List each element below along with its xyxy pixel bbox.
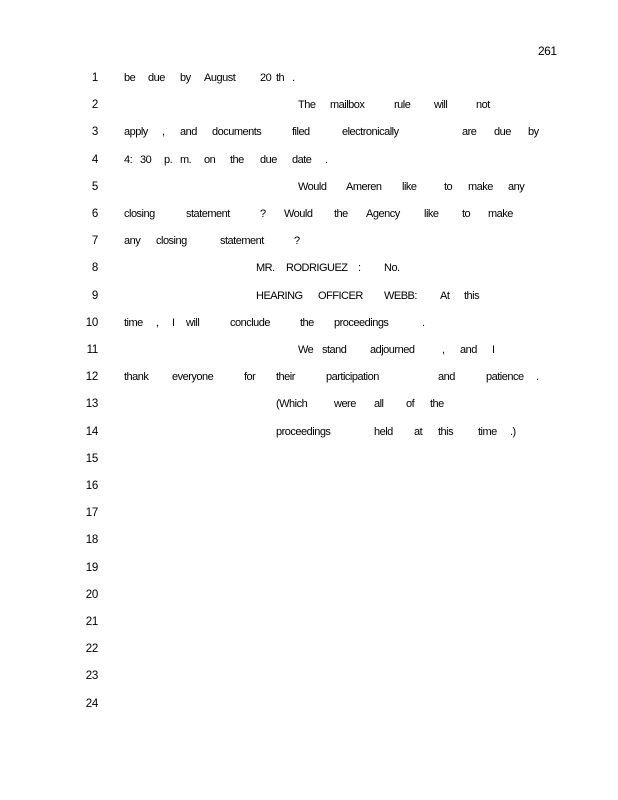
transcript-word: for (244, 371, 256, 384)
transcript-word: August (204, 72, 236, 84)
line-number: 1 (91, 72, 98, 84)
line-number: 12 (85, 371, 98, 384)
transcript-word: the (230, 153, 244, 166)
transcript-word: by (180, 72, 191, 84)
transcript-word: . (325, 153, 328, 166)
transcript-word: adjourned (370, 344, 415, 356)
line-number: 13 (85, 398, 98, 411)
transcript-word: are (462, 126, 477, 139)
transcript-word: OFFICER (318, 289, 363, 302)
transcript-word: statement (186, 208, 230, 220)
transcript-word: . (292, 72, 295, 84)
transcript-word: the (430, 398, 444, 411)
transcript-word: the (300, 316, 314, 329)
transcript-word: HEARING (256, 289, 303, 302)
line-number: 9 (91, 289, 98, 302)
transcript-word: (Which (276, 398, 308, 411)
transcript-word: were (334, 398, 356, 411)
transcript-word: filed (292, 126, 310, 139)
transcript-word: WEBB: (384, 289, 417, 302)
transcript-word: held (374, 425, 393, 438)
transcript-word: will (186, 316, 200, 329)
transcript-word: , (162, 126, 165, 139)
line-number: 10 (85, 316, 98, 329)
transcript-word: everyone (172, 371, 214, 384)
transcript-word: closing (124, 208, 155, 220)
line-number: 8 (91, 262, 98, 275)
transcript-word: closing (156, 235, 187, 248)
transcript-word: p. (164, 153, 173, 166)
line-number: 5 (91, 180, 98, 193)
transcript-word: like (402, 180, 417, 193)
line-number: 6 (91, 208, 98, 220)
transcript-word: to (444, 180, 453, 193)
transcript-word: and (460, 344, 477, 356)
transcript-word: will (434, 99, 448, 112)
transcript-word: I (492, 344, 495, 356)
transcript-word: all (374, 398, 384, 411)
transcript-word: due (494, 126, 511, 139)
page-number: 261 (538, 44, 557, 58)
transcript-word: MR. (256, 262, 275, 275)
transcript-word: .) (510, 425, 516, 438)
transcript-word: . (422, 316, 425, 329)
transcript-word: due (260, 153, 277, 166)
transcript-word: , (442, 344, 445, 356)
transcript-word: rule (394, 99, 411, 112)
transcript-word: stand (322, 344, 347, 356)
transcript-word: 4: (124, 153, 133, 166)
transcript-word: 20 (260, 72, 272, 84)
line-number: 23 (85, 670, 98, 683)
line-number: 24 (85, 697, 98, 710)
transcript-word: I (172, 316, 175, 329)
line-number: 21 (85, 616, 98, 628)
line-number: 11 (86, 344, 98, 356)
line-number: 20 (85, 588, 98, 601)
transcript-word: electronically (342, 126, 399, 139)
transcript-word: make (488, 208, 513, 220)
transcript-word: be (124, 72, 136, 84)
transcript-word: due (148, 72, 165, 84)
line-number: 3 (91, 126, 98, 139)
transcript-word: statement (220, 235, 264, 248)
transcript-word: time (124, 316, 143, 329)
transcript-word: mailbox (330, 99, 365, 112)
transcript-word: and (180, 126, 197, 139)
line-number: 17 (85, 507, 98, 520)
transcript-word: patience (486, 371, 524, 384)
line-number: 19 (85, 561, 98, 574)
transcript-word: any (124, 235, 141, 248)
transcript-word: this (464, 289, 480, 302)
transcript-word: the (334, 208, 348, 220)
transcript-word: apply (124, 126, 148, 139)
transcript-word: proceedings (334, 316, 389, 329)
transcript-word: by (528, 126, 539, 139)
transcript-word: th (276, 72, 285, 84)
transcript-word: ? (294, 235, 300, 248)
transcript-word: documents (212, 126, 262, 139)
transcript-word: date (292, 153, 312, 166)
line-number: 4 (91, 153, 98, 166)
line-number: 22 (85, 643, 98, 656)
transcript-word: make (468, 180, 493, 193)
transcript-word: this (438, 425, 454, 438)
transcript-word: conclude (230, 316, 271, 329)
line-number: 15 (85, 452, 98, 465)
transcript-word: not (476, 99, 490, 112)
transcript-word: participation (326, 371, 379, 384)
transcript-word: thank (124, 371, 149, 384)
transcript-word: 30 (140, 153, 152, 166)
transcript-word: We (298, 344, 314, 356)
transcript-word: Agency (366, 208, 400, 220)
transcript-word: , (156, 316, 159, 329)
line-number: 18 (85, 534, 98, 547)
line-number: 16 (85, 480, 98, 492)
transcript-word: At (440, 289, 450, 302)
transcript-word: on (204, 153, 216, 166)
transcript-word: The (298, 99, 316, 112)
transcript-word: . (536, 371, 539, 384)
transcript-word: and (438, 371, 455, 384)
transcript-word: Would (284, 208, 313, 220)
transcript-word: proceedings (276, 425, 331, 438)
transcript-word: at (414, 425, 423, 438)
transcript-word: Would (298, 180, 327, 193)
transcript-word: m. (180, 153, 192, 166)
transcript-word: RODRIGUEZ (286, 262, 348, 275)
transcript-word: like (424, 208, 439, 220)
transcript-word: of (406, 398, 415, 411)
line-number: 7 (91, 235, 98, 248)
line-number: 14 (85, 425, 98, 438)
transcript-word: Ameren (346, 180, 382, 193)
transcript-word: any (508, 180, 525, 193)
line-number: 2 (91, 99, 98, 112)
transcript-word: time (478, 425, 497, 438)
transcript-word: No. (384, 262, 400, 275)
transcript-word: to (462, 208, 471, 220)
transcript-word: ? (260, 208, 266, 220)
transcript-word: : (358, 262, 361, 275)
transcript-word: their (276, 371, 295, 384)
